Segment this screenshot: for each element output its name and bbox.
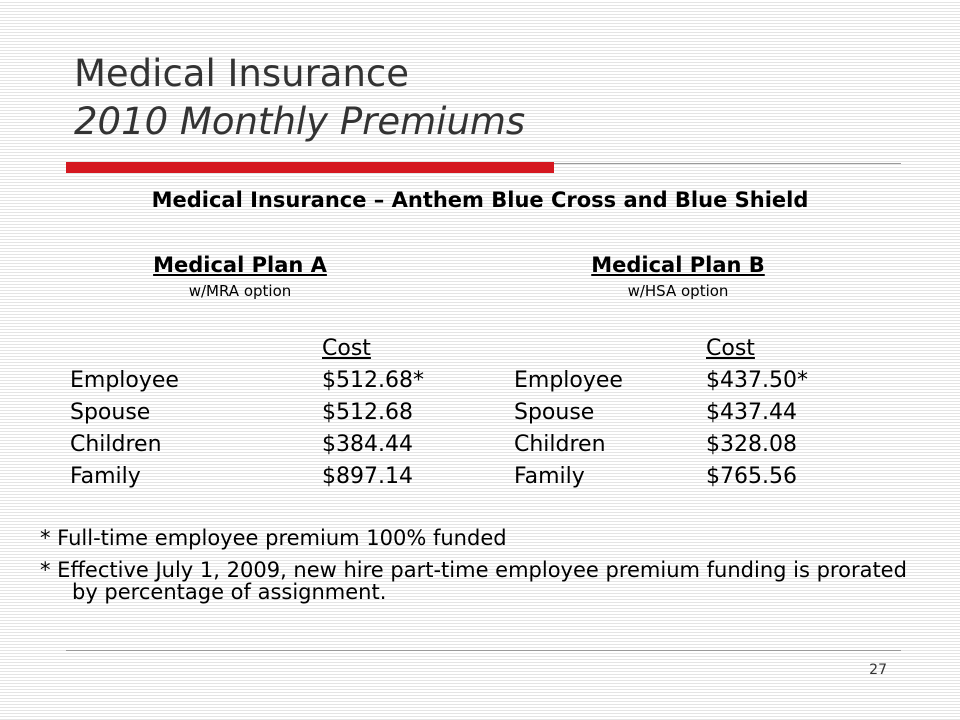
plan-b-label-family: Family — [514, 464, 585, 489]
title-divider-line — [554, 163, 901, 164]
footer-divider-line — [66, 650, 901, 651]
insurance-provider-heading: Medical Insurance – Anthem Blue Cross and Blue Shield — [151, 188, 809, 212]
plan-a-cost-children: $384.44 — [322, 432, 413, 457]
plan-a-label-family: Family — [70, 464, 141, 489]
footnotes — [40, 523, 920, 603]
plan-a-header-spacer — [70, 333, 179, 365]
title-line-2: 2010 Monthly Premiums — [74, 100, 526, 143]
plan-a-cost-header: Cost — [322, 336, 371, 361]
plan-a-label-children: Children — [70, 432, 162, 457]
plan-a-name: Medical Plan A — [153, 253, 327, 277]
plan-a-option: w/MRA option — [188, 282, 292, 300]
plan-b-label-children: Children — [514, 432, 606, 457]
plan-b-label-employee: Employee — [514, 368, 623, 393]
plan-b-cost-header: Cost — [706, 336, 755, 361]
plan-a-coverage-column — [70, 333, 179, 493]
plan-a-label-spouse: Spouse — [70, 400, 151, 425]
plan-b-cost-spouse: $437.44 — [706, 400, 797, 425]
plan-b-name: Medical Plan B — [591, 253, 765, 277]
footnote-part-time: * Effective July 1, 2009, new hire part-time employee premium funding is prorated by percentage of assignment. — [40, 558, 907, 604]
plan-b-cost-column — [706, 333, 808, 493]
page-number: 27 — [869, 662, 887, 678]
plan-a-label-employee: Employee — [70, 368, 179, 393]
plan-b-label-spouse: Spouse — [514, 400, 595, 425]
slide-title — [74, 50, 525, 146]
plan-b-option: w/HSA option — [627, 282, 729, 300]
title-line-1: Medical Insurance — [74, 52, 410, 95]
plan-b-header-spacer — [514, 333, 623, 365]
footnote-full-time: * Full-time employee premium 100% funded — [40, 526, 507, 550]
plan-b-cost-employee: $437.50* — [706, 368, 808, 393]
plan-b-cost-family: $765.56 — [706, 464, 797, 489]
plan-a-cost-column — [322, 333, 424, 493]
plan-b-header — [518, 250, 838, 302]
plan-a-cost-spouse: $512.68 — [322, 400, 413, 425]
plan-a-header — [80, 250, 400, 302]
title-accent-bar — [66, 162, 554, 173]
plan-a-cost-family: $897.14 — [322, 464, 413, 489]
plan-b-cost-children: $328.08 — [706, 432, 797, 457]
plan-b-coverage-column — [514, 333, 623, 493]
plan-a-cost-employee: $512.68* — [322, 368, 424, 393]
